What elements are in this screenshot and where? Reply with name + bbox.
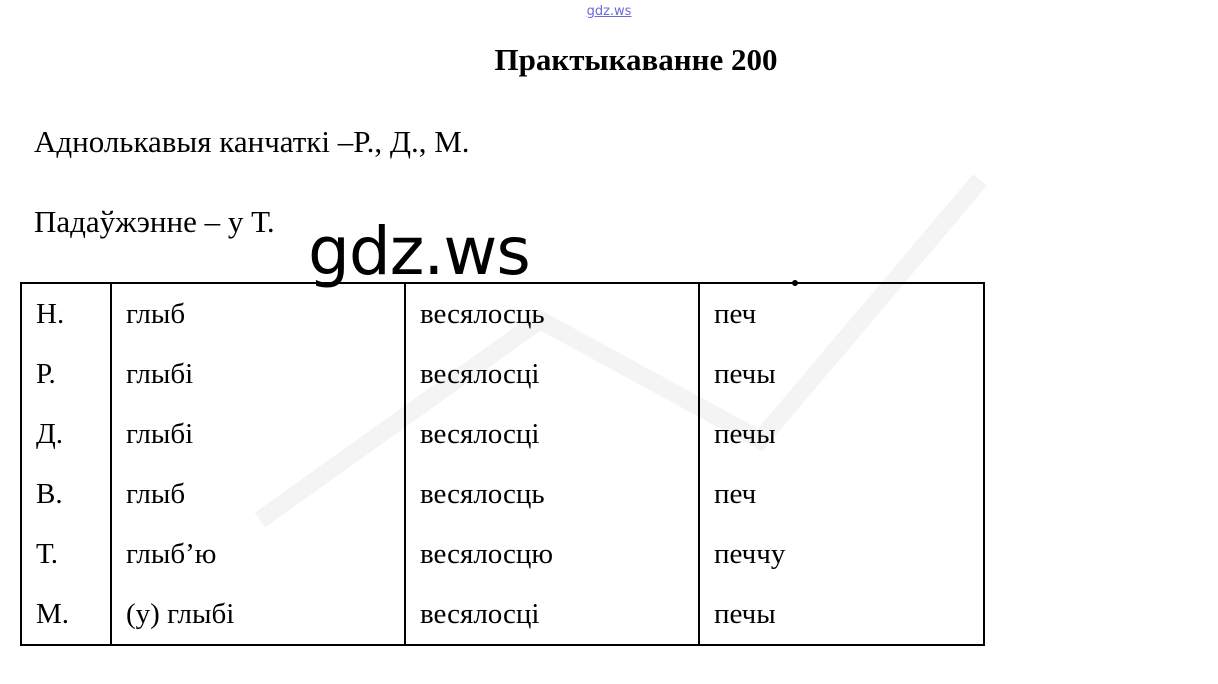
- case-label: Р.: [36, 358, 56, 390]
- table-cell: весялосці: [405, 404, 699, 464]
- table-cell: печы: [699, 404, 984, 464]
- table-cell: глыб: [111, 464, 405, 524]
- table-cell: весялосці: [405, 344, 699, 404]
- case-label: М.: [36, 598, 70, 630]
- case-label: Д.: [36, 418, 64, 450]
- table-cell: (у) глыбі: [111, 584, 405, 645]
- declension-table: [20, 282, 985, 646]
- table-row: [21, 404, 984, 464]
- table-cell: печчу: [699, 524, 984, 584]
- table-row: [21, 344, 984, 404]
- table-cell: весялосцю: [405, 524, 699, 584]
- lengthening-text: Падаўжэнне – у Т.: [34, 204, 275, 239]
- table-cell: весялосці: [405, 584, 699, 645]
- table-cell: печ: [699, 464, 984, 524]
- table-cell: весялосць: [405, 283, 699, 344]
- table-cell: глыбі: [111, 404, 405, 464]
- identical-endings-text: Аднолькавыя канчаткі –Р., Д., М.: [34, 124, 470, 159]
- table-row: [21, 464, 984, 524]
- table-cell: глыбі: [111, 344, 405, 404]
- table-cell: глыб: [111, 283, 405, 344]
- table-cell: печы: [699, 344, 984, 404]
- table-row: [21, 283, 984, 344]
- watermark-dot: [792, 280, 798, 286]
- top-watermark-link[interactable]: gdz.ws: [586, 4, 632, 19]
- case-label: Н.: [36, 298, 65, 330]
- table-cell: глыб’ю: [111, 524, 405, 584]
- watermark-logo: gdz.ws: [308, 213, 530, 290]
- table-cell: весялосць: [405, 464, 699, 524]
- table-cell: печы: [699, 584, 984, 645]
- case-label: В.: [36, 478, 63, 510]
- table-row: [21, 584, 984, 645]
- page-title: Практыкаванне 200: [494, 42, 778, 77]
- table-row: [21, 524, 984, 584]
- table-cell: печ: [699, 283, 984, 344]
- case-label: Т.: [36, 538, 59, 570]
